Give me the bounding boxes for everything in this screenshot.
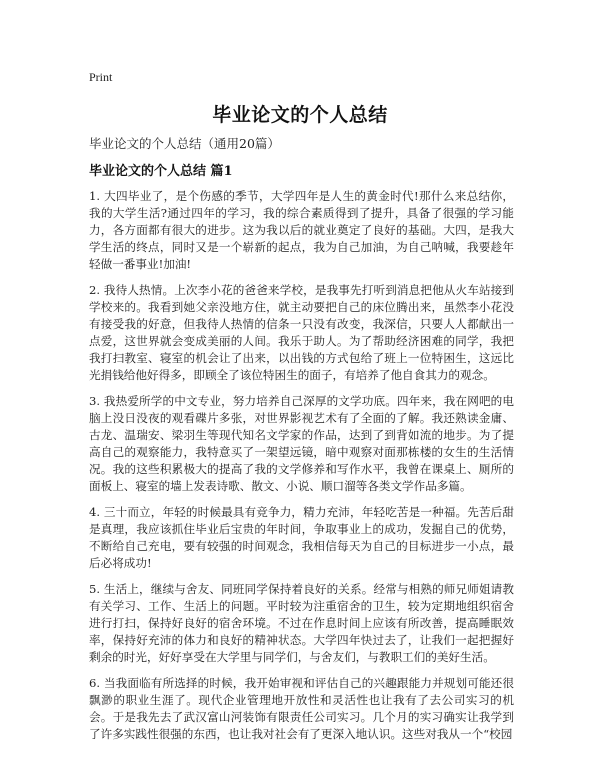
print-link[interactable]: Print xyxy=(89,70,113,84)
document-title: 毕业论文的个人总结 xyxy=(212,104,388,126)
paragraph-6: 6. 当我面临有所选择的时候，我开始审视和评估自己的兴趣跟能力并规划可能还很飘渺的职业生涯了。现代企业管理地开放性和灵活性也让我有了去公司实习的机会。于是我先去了武汉富山河装饰有限责任公司实习。几个月的实习确实让我学到了许多实践性很强的东西，也让我对社会有了更深入地认识。这些对我从一个“校园 xyxy=(89,676,514,741)
document-subtitle: 毕业论文的个人总结（通用20篇） xyxy=(89,136,280,151)
paragraph-3: 3. 我热爱所学的中文专业，努力培养自己深厚的文学功底。四年来，我在网吧的电脑上没日没夜的观看碟片多张，对世界影视艺术有了全面的了解。我还熟读金庸、古龙、温瑞安、梁羽生等现代知名文学家的作品，达到了到背如流的地步。为了提高自己的观察能力，我特意买了一架望远镜，暗中观察对面那栋楼的女生的生活情况。我的这些积累极大的提高了我的文学修养和写作水平，我曾在课桌上、厕所的面板上、寝室的墙上发表诗歌、散文、小说、顺口溜等各类文学作品多篇。 xyxy=(89,394,514,493)
article-body xyxy=(89,188,514,752)
section-heading: 毕业论文的个人总结 篇1 xyxy=(89,164,233,179)
paragraph-5: 5. 生活上，继续与舍友、同班同学保持着良好的关系。经常与相熟的师兄师姐请教有关学习、工作、生活上的问题。平时较为注重宿舍的卫生，较为定期地组织宿舍进行打扫，保持好良好的宿舍环境。不过在作息时间上应该有所改善，提高睡眠效率，保持好充沛的体力和良好的精神状态。大学四年快过去了，让我们一起把握好剩余的时光，好好享受在大学里与同学们，与舍友们，与教职工们的美好生活。 xyxy=(89,582,514,664)
paragraph-4: 4. 三十而立，年轻的时候最具有竞争力，精力充沛，年轻吃苦是一种福。先苦后甜是真理，我应该抓住毕业后宝贵的年时间，争取事业上的成功，发掘自己的优势，不断给自己充电，要有较强的时间观念，我相信每天为自己的目标进步一小点，最后必将成功! xyxy=(89,505,514,570)
paragraph-2: 2. 我待人热情。上次李小花的爸爸来学校，是我事先打听到消息把他从火车站接到学校来的。我看到她父亲没地方住，就主动要把自己的床位腾出来，虽然李小花没有接受我的好意，但我待人热情的信条一只没有改变，我深信，只要人人都献出一点爱，这世界就会变成美丽的人间。我乐于助人。为了帮助经济困难的同学，我把我打扫教室、寝室的机会让了出来，以出钱的方式包给了班上一位特困生，这远比光捐钱给他好得多，即顾全了该位特困生的面子，有培养了他自食其力的观念。 xyxy=(89,283,514,382)
paragraph-1: 1. 大四毕业了，是个伤感的季节，大学四年是人生的黄金时代!那什么来总结你，我的大学生活?通过四年的学习，我的综合素质得到了提升，具备了很强的学习能力，各方面都有很大的进步。这为我以后的就业奠定了良好的基础。大四，是我大学生活的终点，同时又是一个崭新的起点，我为自己加油，为自己呐喊，我要趁年轻做一番事业!加油! xyxy=(89,189,514,271)
